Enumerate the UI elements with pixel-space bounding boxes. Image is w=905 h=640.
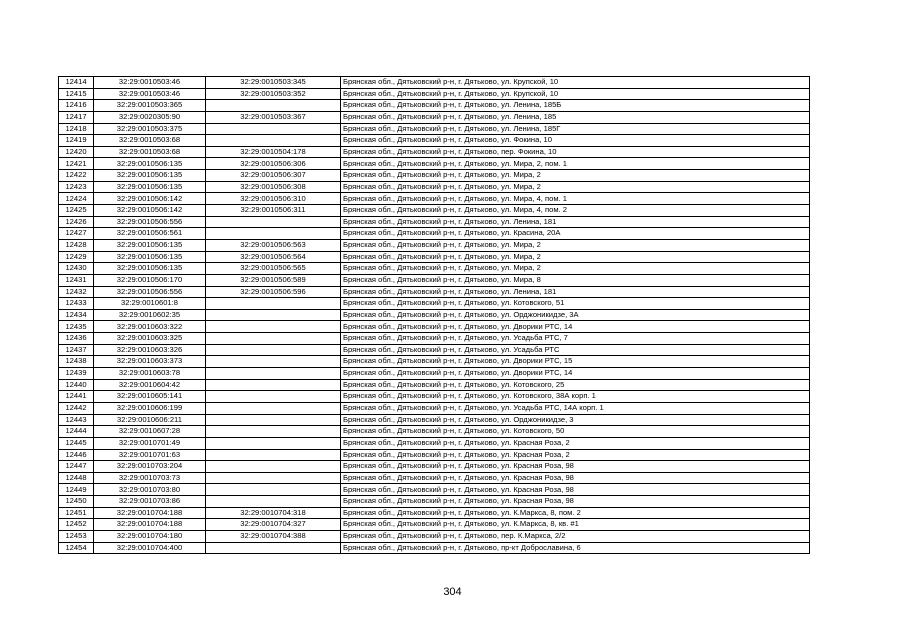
address-cell: Брянская обл., Дятьковский р-н, г. Дятьково, ул. Мира, 2	[341, 239, 810, 251]
row-number-cell: 12452	[59, 519, 94, 531]
related-cadastral-number-cell: 32:29:0010503:345	[206, 77, 341, 89]
related-cadastral-number-cell	[206, 461, 341, 473]
table-row	[59, 321, 810, 333]
related-cadastral-number-cell	[206, 135, 341, 147]
row-number-cell: 12426	[59, 216, 94, 228]
cadastral-number-cell: 32:29:0010703:204	[94, 461, 206, 473]
address-cell: Брянская обл., Дятьковский р-н, г. Дятьково, ул. Мира, 4, пом. 1	[341, 193, 810, 205]
cadastral-number-cell: 32:29:0010506:142	[94, 193, 206, 205]
row-number-cell: 12443	[59, 414, 94, 426]
related-cadastral-number-cell: 32:29:0010506:565	[206, 263, 341, 275]
related-cadastral-number-cell: 32:29:0010506:310	[206, 193, 341, 205]
row-number-cell: 12431	[59, 274, 94, 286]
cadastral-number-cell: 32:29:0010603:322	[94, 321, 206, 333]
table-row	[59, 205, 810, 217]
cadastral-number-cell: 32:29:0010704:188	[94, 507, 206, 519]
related-cadastral-number-cell	[206, 542, 341, 554]
address-cell: Брянская обл., Дятьковский р-н, г. Дятьково, ул. Котовского, 50	[341, 426, 810, 438]
related-cadastral-number-cell	[206, 344, 341, 356]
address-cell: Брянская обл., Дятьковский р-н, г. Дятьково, ул. Красная Роза, 2	[341, 437, 810, 449]
row-number-cell: 12444	[59, 426, 94, 438]
related-cadastral-number-cell: 32:29:0010506:307	[206, 170, 341, 182]
address-cell: Брянская обл., Дятьковский р-н, г. Дятьково, ул. Красная Роза, 98	[341, 496, 810, 508]
address-cell: Брянская обл., Дятьковский р-н, г. Дятьково, ул. Орджоникидзе, 3А	[341, 309, 810, 321]
cadastral-number-cell: 32:29:0010506:556	[94, 216, 206, 228]
related-cadastral-number-cell	[206, 402, 341, 414]
address-cell: Брянская обл., Дятьковский р-н, г. Дятьково, ул. Красная Роза, 98	[341, 461, 810, 473]
table-row	[59, 158, 810, 170]
address-cell: Брянская обл., Дятьковский р-н, г. Дятьково, ул. Красная Роза, 98	[341, 472, 810, 484]
cadastral-number-cell: 32:29:0010506:135	[94, 239, 206, 251]
address-cell: Брянская обл., Дятьковский р-н, г. Дятьково, ул. Мира, 2	[341, 263, 810, 275]
address-cell: Брянская обл., Дятьковский р-н, г. Дятьково, ул. Котовского, 25	[341, 379, 810, 391]
cadastral-number-cell: 32:29:0010506:556	[94, 286, 206, 298]
cadastral-number-cell: 32:29:0010506:135	[94, 170, 206, 182]
row-number-cell: 12418	[59, 123, 94, 135]
cadastral-number-cell: 32:29:0010704:400	[94, 542, 206, 554]
cadastral-number-cell: 32:29:0010503:46	[94, 77, 206, 89]
table-row	[59, 111, 810, 123]
row-number-cell: 12422	[59, 170, 94, 182]
table-row	[59, 530, 810, 542]
row-number-cell: 12446	[59, 449, 94, 461]
address-cell: Брянская обл., Дятьковский р-н, г. Дятьково, ул. Усадьба РТС	[341, 344, 810, 356]
related-cadastral-number-cell	[206, 437, 341, 449]
row-number-cell: 12427	[59, 228, 94, 240]
related-cadastral-number-cell	[206, 333, 341, 345]
cadastral-number-cell: 32:29:0010503:68	[94, 135, 206, 147]
related-cadastral-number-cell: 32:29:0010506:563	[206, 239, 341, 251]
table-row	[59, 402, 810, 414]
table-row	[59, 216, 810, 228]
related-cadastral-number-cell: 32:29:0010506:564	[206, 251, 341, 263]
related-cadastral-number-cell: 32:29:0010506:589	[206, 274, 341, 286]
address-cell: Брянская обл., Дятьковский р-н, г. Дятьково, ул. Фокина, 10	[341, 135, 810, 147]
row-number-cell: 12433	[59, 298, 94, 310]
row-number-cell: 12448	[59, 472, 94, 484]
row-number-cell: 12453	[59, 530, 94, 542]
row-number-cell: 12415	[59, 88, 94, 100]
address-cell: Брянская обл., Дятьковский р-н, г. Дятьково, ул. Котовского, 51	[341, 298, 810, 310]
row-number-cell: 12451	[59, 507, 94, 519]
table-row	[59, 298, 810, 310]
related-cadastral-number-cell: 32:29:0010506:306	[206, 158, 341, 170]
cadastral-number-cell: 32:29:0010605:141	[94, 391, 206, 403]
table-row	[59, 263, 810, 275]
related-cadastral-number-cell	[206, 123, 341, 135]
row-number-cell: 12432	[59, 286, 94, 298]
row-number-cell: 12421	[59, 158, 94, 170]
related-cadastral-number-cell: 32:29:0010503:367	[206, 111, 341, 123]
table-row	[59, 88, 810, 100]
table-row	[59, 146, 810, 158]
address-cell: Брянская обл., Дятьковский р-н, г. Дятьково, ул. Мира, 2	[341, 251, 810, 263]
related-cadastral-number-cell	[206, 379, 341, 391]
row-number-cell: 12429	[59, 251, 94, 263]
related-cadastral-number-cell: 32:29:0010704:318	[206, 507, 341, 519]
row-number-cell: 12449	[59, 484, 94, 496]
row-number-cell: 12424	[59, 193, 94, 205]
address-cell: Брянская обл., Дятьковский р-н, г. Дятьково, пер. Фокина, 10	[341, 146, 810, 158]
address-cell: Брянская обл., Дятьковский р-н, г. Дятьково, ул. Усадьба РТС, 7	[341, 333, 810, 345]
row-number-cell: 12450	[59, 496, 94, 508]
cadastral-number-cell: 32:29:0010506:135	[94, 181, 206, 193]
related-cadastral-number-cell	[206, 426, 341, 438]
cadastral-number-cell: 32:29:0010703:73	[94, 472, 206, 484]
cadastral-number-cell: 32:29:0010606:199	[94, 402, 206, 414]
table-row	[59, 170, 810, 182]
table-row	[59, 228, 810, 240]
row-number-cell: 12454	[59, 542, 94, 554]
address-cell: Брянская обл., Дятьковский р-н, г. Дятьково, ул. Крупской, 10	[341, 88, 810, 100]
related-cadastral-number-cell: 32:29:0010506:311	[206, 205, 341, 217]
cadastral-number-cell: 32:29:0010607:28	[94, 426, 206, 438]
address-cell: Брянская обл., Дятьковский р-н, г. Дятьково, ул. Ленина, 185	[341, 111, 810, 123]
cadastral-number-cell: 32:29:0010603:78	[94, 368, 206, 380]
address-cell: Брянская обл., Дятьковский р-н, г. Дятьково, ул. Красина, 20А	[341, 228, 810, 240]
related-cadastral-number-cell	[206, 321, 341, 333]
row-number-cell: 12430	[59, 263, 94, 275]
address-cell: Брянская обл., Дятьковский р-н, г. Дятьково, ул. Орджоникидзе, 3	[341, 414, 810, 426]
row-number-cell: 12435	[59, 321, 94, 333]
table-row	[59, 414, 810, 426]
table-row	[59, 542, 810, 554]
row-number-cell: 12416	[59, 100, 94, 112]
related-cadastral-number-cell: 32:29:0010503:352	[206, 88, 341, 100]
cadastral-number-cell: 32:29:0010506:561	[94, 228, 206, 240]
row-number-cell: 12414	[59, 77, 94, 89]
address-cell: Брянская обл., Дятьковский р-н, г. Дятьково, ул. Мира, 2, пом. 1	[341, 158, 810, 170]
cadastral-number-cell: 32:29:0010503:68	[94, 146, 206, 158]
table-row	[59, 472, 810, 484]
table-row	[59, 356, 810, 368]
row-number-cell: 12447	[59, 461, 94, 473]
related-cadastral-number-cell	[206, 391, 341, 403]
cadastral-number-cell: 32:29:0010603:325	[94, 333, 206, 345]
cadastral-number-cell: 32:29:0010503:375	[94, 123, 206, 135]
table-row	[59, 135, 810, 147]
cadastral-number-cell: 32:29:0010704:180	[94, 530, 206, 542]
table-row	[59, 239, 810, 251]
table-row	[59, 379, 810, 391]
cadastral-number-cell: 32:29:0010701:63	[94, 449, 206, 461]
address-cell: Брянская обл., Дятьковский р-н, г. Дятьково, пер. К.Маркса, 2/2	[341, 530, 810, 542]
cadastral-number-cell: 32:29:0010506:142	[94, 205, 206, 217]
cadastral-number-cell: 32:29:0010606:211	[94, 414, 206, 426]
table-row	[59, 437, 810, 449]
table-row	[59, 100, 810, 112]
table-row	[59, 181, 810, 193]
related-cadastral-number-cell	[206, 100, 341, 112]
table-row	[59, 449, 810, 461]
address-cell: Брянская обл., Дятьковский р-н, г. Дятьково, ул. Дворики РТС, 14	[341, 368, 810, 380]
related-cadastral-number-cell: 32:29:0010504:178	[206, 146, 341, 158]
row-number-cell: 12425	[59, 205, 94, 217]
row-number-cell: 12436	[59, 333, 94, 345]
related-cadastral-number-cell: 32:29:0010704:327	[206, 519, 341, 531]
related-cadastral-number-cell: 32:29:0010704:388	[206, 530, 341, 542]
address-cell: Брянская обл., Дятьковский р-н, г. Дятьково, ул. Мира, 4, пом. 2	[341, 205, 810, 217]
table-row	[59, 309, 810, 321]
cadastral-number-cell: 32:29:0010704:188	[94, 519, 206, 531]
row-number-cell: 12419	[59, 135, 94, 147]
address-cell: Брянская обл., Дятьковский р-н, г. Дятьково, ул. Ленина, 185Б	[341, 100, 810, 112]
table-row	[59, 496, 810, 508]
table-row	[59, 274, 810, 286]
table-row	[59, 333, 810, 345]
cadastral-number-cell: 32:29:0010604:42	[94, 379, 206, 391]
page-number: 304	[443, 586, 462, 598]
address-cell: Брянская обл., Дятьковский р-н, г. Дятьково, ул. Мира, 2	[341, 170, 810, 182]
address-cell: Брянская обл., Дятьковский р-н, г. Дятьково, ул. Котовского, 38А корп. 1	[341, 391, 810, 403]
related-cadastral-number-cell	[206, 216, 341, 228]
address-cell: Брянская обл., Дятьковский р-н, г. Дятьково, ул. Ленина, 181	[341, 286, 810, 298]
related-cadastral-number-cell	[206, 414, 341, 426]
cadastral-number-cell: 32:29:0010506:135	[94, 251, 206, 263]
table-row	[59, 507, 810, 519]
address-cell: Брянская обл., Дятьковский р-н, г. Дятьково, ул. Крупской, 10	[341, 77, 810, 89]
row-number-cell: 12428	[59, 239, 94, 251]
row-number-cell: 12423	[59, 181, 94, 193]
address-cell: Брянская обл., Дятьковский р-н, г. Дятьково, ул. К.Маркса, 8, пом. 2	[341, 507, 810, 519]
related-cadastral-number-cell	[206, 356, 341, 368]
related-cadastral-number-cell	[206, 309, 341, 321]
address-cell: Брянская обл., Дятьковский р-н, г. Дятьково, ул. Мира, 8	[341, 274, 810, 286]
row-number-cell: 12438	[59, 356, 94, 368]
cadastral-number-cell: 32:29:0010503:46	[94, 88, 206, 100]
cadastral-number-cell: 32:29:0010602:35	[94, 309, 206, 321]
cadastral-number-cell: 32:29:0010506:135	[94, 158, 206, 170]
table-row	[59, 426, 810, 438]
address-cell: Брянская обл., Дятьковский р-н, г. Дятьково, ул. Дворики РТС, 14	[341, 321, 810, 333]
row-number-cell: 12442	[59, 402, 94, 414]
address-cell: Брянская обл., Дятьковский р-н, г. Дятьково, ул. Мира, 2	[341, 181, 810, 193]
related-cadastral-number-cell	[206, 496, 341, 508]
related-cadastral-number-cell: 32:29:0010506:308	[206, 181, 341, 193]
related-cadastral-number-cell	[206, 368, 341, 380]
table-row	[59, 461, 810, 473]
row-number-cell: 12420	[59, 146, 94, 158]
address-cell: Брянская обл., Дятьковский р-н, г. Дятьково, пр-кт Доброславина, 6	[341, 542, 810, 554]
address-cell: Брянская обл., Дятьковский р-н, г. Дятьково, ул. Ленина, 185Г	[341, 123, 810, 135]
table-row	[59, 368, 810, 380]
table-row	[59, 193, 810, 205]
cadastral-number-cell: 32:29:0010601:8	[94, 298, 206, 310]
table-row	[59, 391, 810, 403]
row-number-cell: 12437	[59, 344, 94, 356]
cadastral-number-cell: 32:29:0010506:135	[94, 263, 206, 275]
related-cadastral-number-cell: 32:29:0010506:596	[206, 286, 341, 298]
cadastral-number-cell: 32:29:0010503:365	[94, 100, 206, 112]
related-cadastral-number-cell	[206, 228, 341, 240]
related-cadastral-number-cell	[206, 449, 341, 461]
table-row	[59, 286, 810, 298]
related-cadastral-number-cell	[206, 484, 341, 496]
cadastral-number-cell: 32:29:0010603:326	[94, 344, 206, 356]
address-cell: Брянская обл., Дятьковский р-н, г. Дятьково, ул. Дворики РТС, 15	[341, 356, 810, 368]
table-row	[59, 344, 810, 356]
row-number-cell: 12445	[59, 437, 94, 449]
address-cell: Брянская обл., Дятьковский р-н, г. Дятьково, ул. Красная Роза, 2	[341, 449, 810, 461]
cadastral-number-cell: 32:29:0010701:49	[94, 437, 206, 449]
table-row	[59, 484, 810, 496]
related-cadastral-number-cell	[206, 472, 341, 484]
registry-table	[58, 76, 810, 554]
table-row	[59, 519, 810, 531]
table-row	[59, 123, 810, 135]
address-cell: Брянская обл., Дятьковский р-н, г. Дятьково, ул. К.Маркса, 8, кв. #1	[341, 519, 810, 531]
row-number-cell: 12440	[59, 379, 94, 391]
cadastral-number-cell: 32:29:0010603:373	[94, 356, 206, 368]
address-cell: Брянская обл., Дятьковский р-н, г. Дятьково, ул. Ленина, 181	[341, 216, 810, 228]
address-cell: Брянская обл., Дятьковский р-н, г. Дятьково, ул. Красная Роза, 98	[341, 484, 810, 496]
cadastral-number-cell: 32:29:0010703:86	[94, 496, 206, 508]
related-cadastral-number-cell	[206, 298, 341, 310]
address-cell: Брянская обл., Дятьковский р-н, г. Дятьково, ул. Усадьба РТС, 14А корп. 1	[341, 402, 810, 414]
row-number-cell: 12417	[59, 111, 94, 123]
cadastral-number-cell: 32:29:0010703:80	[94, 484, 206, 496]
table-row	[59, 77, 810, 89]
row-number-cell: 12434	[59, 309, 94, 321]
cadastral-number-cell: 32:29:0010506:170	[94, 274, 206, 286]
row-number-cell: 12441	[59, 391, 94, 403]
table-row	[59, 251, 810, 263]
registry-table-body	[59, 77, 810, 554]
cadastral-number-cell: 32:29:0020305:90	[94, 111, 206, 123]
row-number-cell: 12439	[59, 368, 94, 380]
